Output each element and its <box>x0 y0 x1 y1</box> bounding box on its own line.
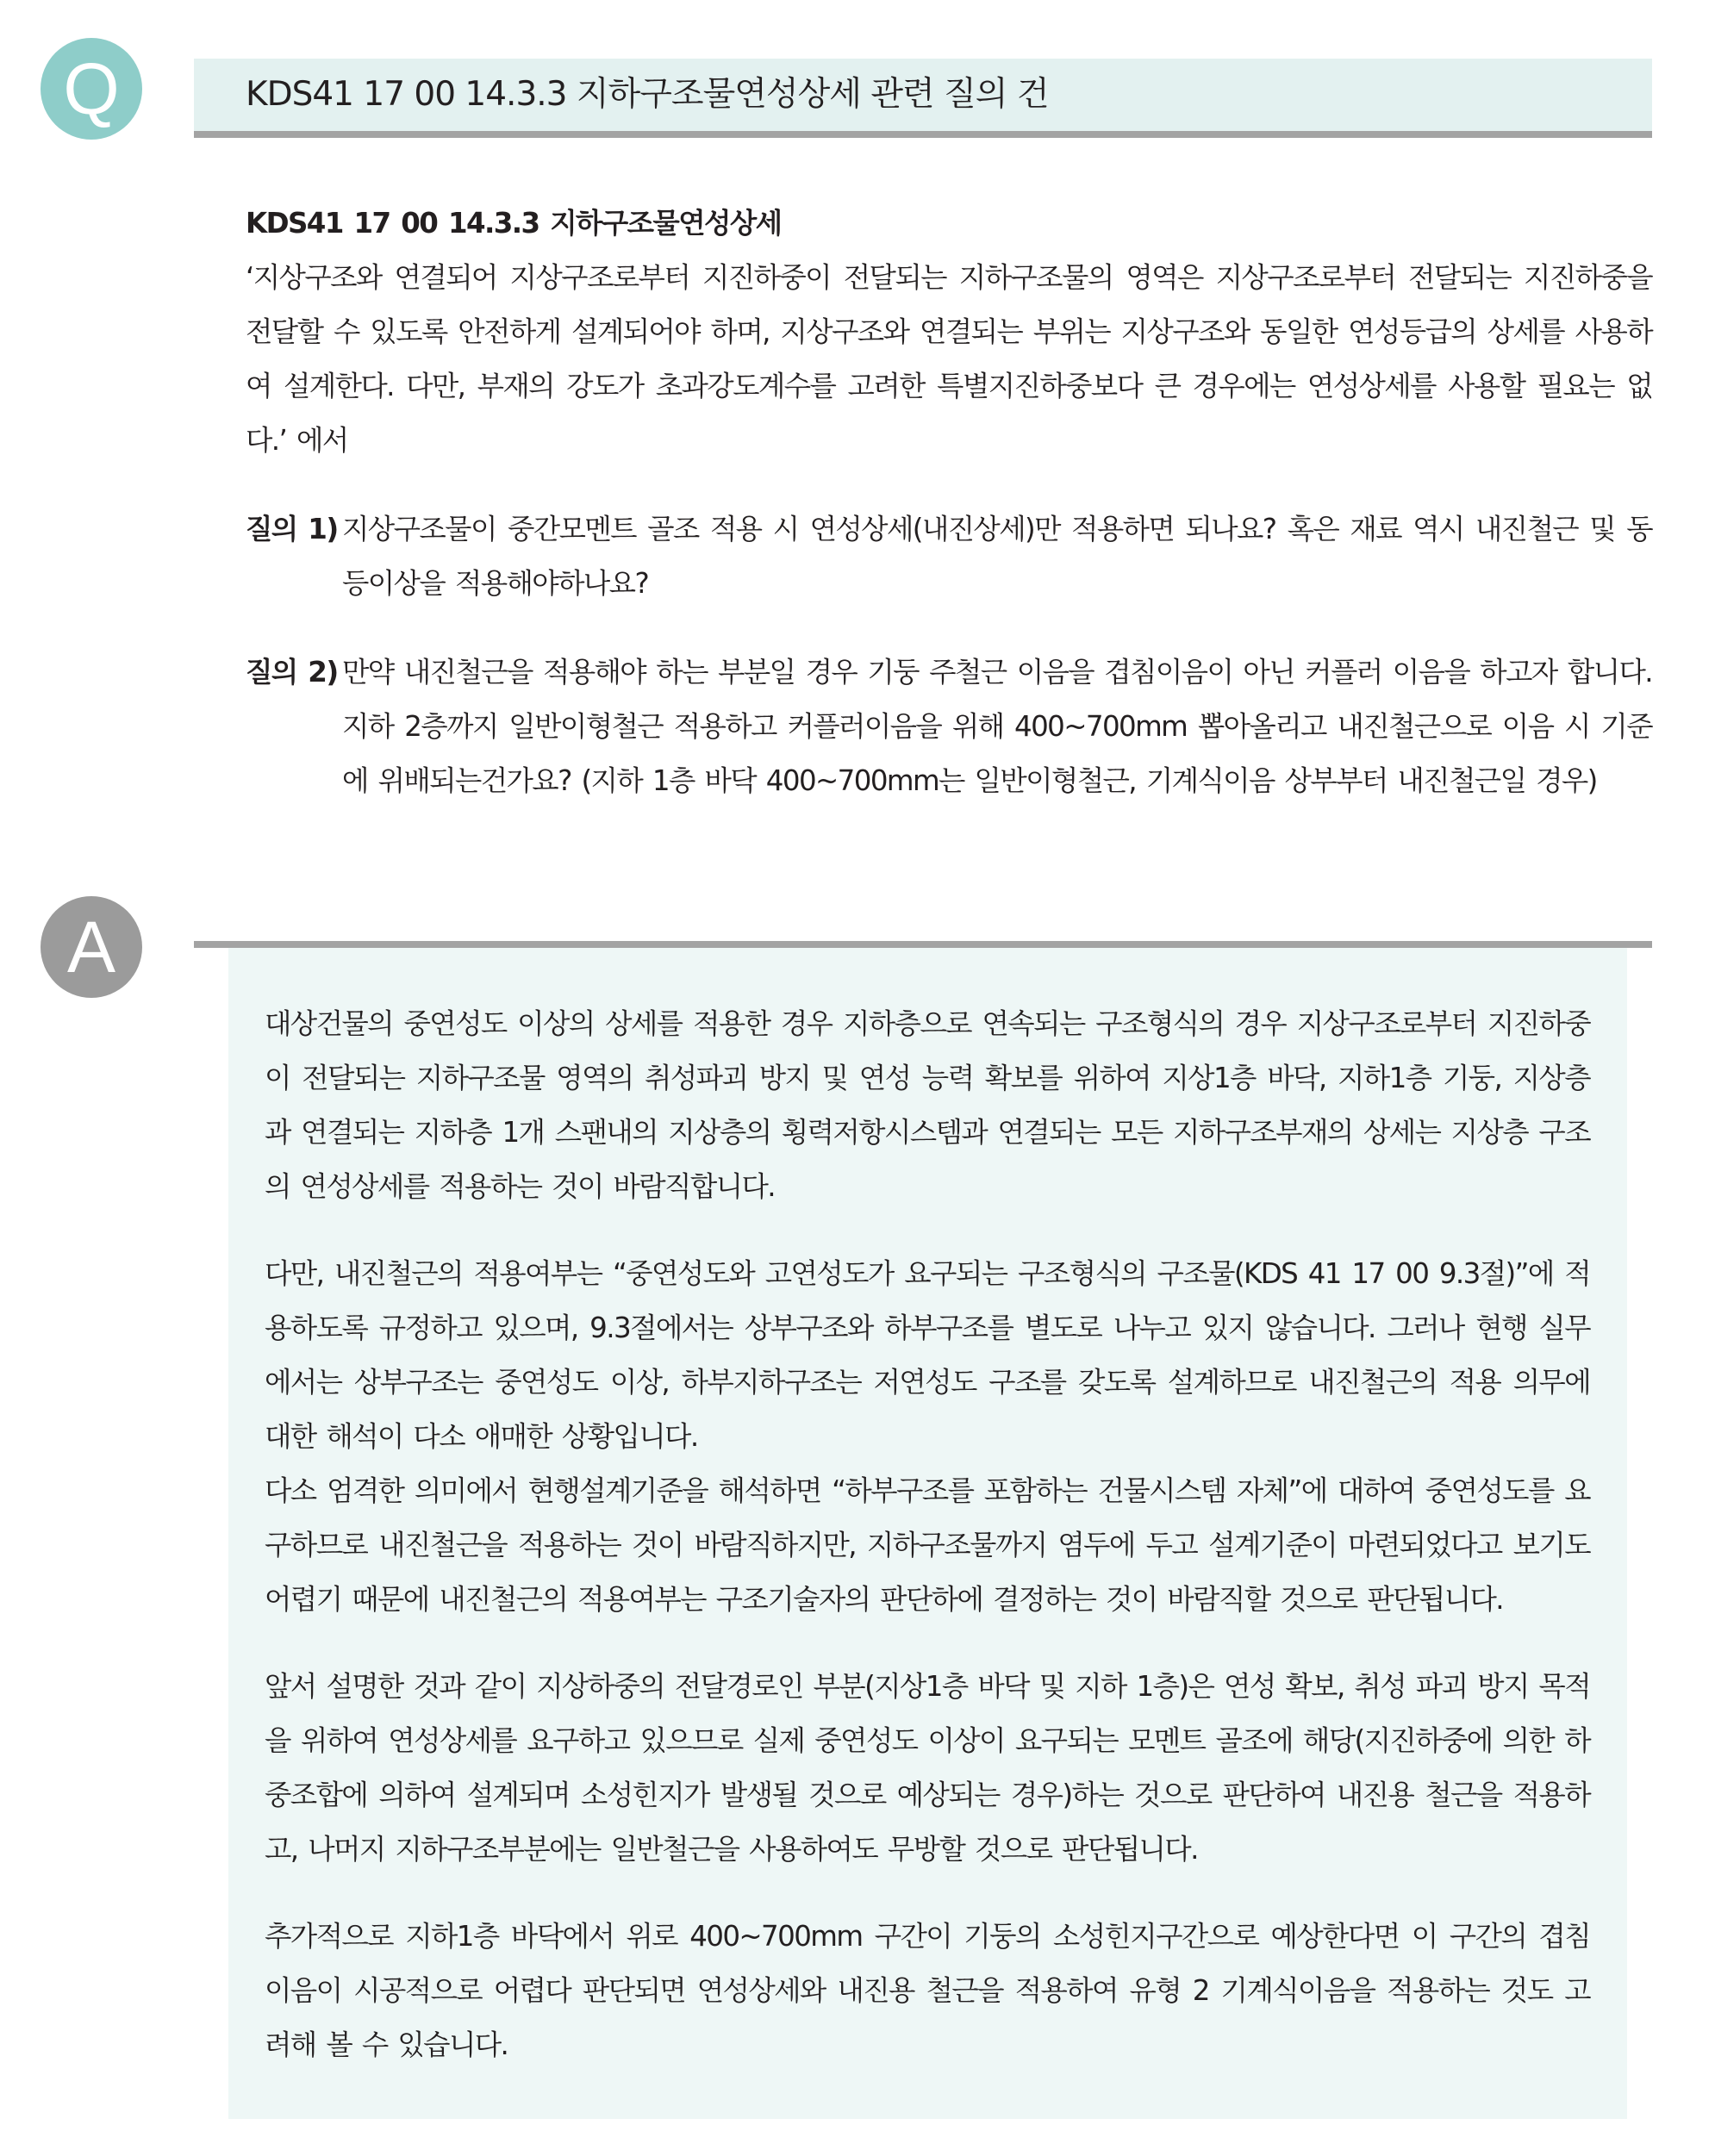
question-item-2 <box>246 645 1652 808</box>
answer-paragraph: 대상건물의 중연성도 이상의 상세를 적용한 경우 지하층으로 연속되는 구조형식의 경우 지상구조로부터 지진하중이 전달되는 지하구조물 영역의 취성파괴 방지 및 연성 능력 확보를 위하여 지상1층 바닥, 지하1층 기둥, 지상층과 연결되는 지하층 1개 스팬내의 지상층의 횡력저항시스템과 연결되는 모든 지하구조부재의 상세는 지상층 구조의 연성상세를 적용하는 것이 바람직합니다. <box>265 1007 1590 1203</box>
question-title: KDS41 17 00 14.3.3 지하구조물연성상세 관련 질의 건 <box>194 59 1652 138</box>
answer-divider <box>194 941 1652 948</box>
answer-paragraph: 앞서 설명한 것과 같이 지상하중의 전달경로인 부분(지상1층 바닥 및 지하 1층)은 연성 확보, 취성 파괴 방지 목적을 위하여 연성상세를 요구하고 있으므로 실제 중연성도 이상이 요구되는 모멘트 골조에 해당(지진하중에 의한 하중조합에 의하여 설계되며 소성힌지가 발생될 것으로 예상되는 경우)하는 것으로 판단하여 내진용 철근을 적용하고, 나머지 지하구조부분에는 일반철근을 사용하여도 무방할 것으로 판단됩니다. <box>265 1670 1590 1866</box>
question-text: 지상구조물이 중간모멘트 골조 적용 시 연성상세(내진상세)만 적용하면 되나요? 혹은 재료 역시 내진철근 및 동등이상을 적용해야하나요? <box>342 513 1652 600</box>
answer-paragraph: 다만, 내진철근의 적용여부는 “중연성도와 고연성도가 요구되는 구조형식의 구조물(KDS 41 17 00 9.3절)”에 적용하도록 규정하고 있으며, 9.3절에서는 상부구조와 하부구조를 별도로 나누고 있지 않습니다. 그러나 현행 실무에서는 상부구조는 중연성도 이상, 하부지하구조는 저연성도 구조를 갖도록 설계하므로 내진철근의 적용 의무에 대한 해석이 다소 애매한 상황입니다. <box>265 1257 1590 1453</box>
answer-paragraph: 다소 엄격한 의미에서 현행설계기준을 해석하면 “하부구조를 포함하는 건물시스템 자체”에 대하여 중연성도를 요구하므로 내진철근을 적용하는 것이 바람직하지만, 지하구조물까지 염두에 두고 설계기준이 마련되었다고 보기도 어렵기 때문에 내진철근의 적용여부는 구조기술자의 판단하에 결정하는 것이 바람직할 것으로 판단됩니다. <box>265 1474 1590 1616</box>
question-badge: Q <box>41 38 142 140</box>
answer-box <box>228 948 1627 2119</box>
question-label: 질의 1) <box>246 513 338 545</box>
question-item-1 <box>246 502 1652 611</box>
reference-text: ‘지상구조와 연결되어 지상구조로부터 지진하중이 전달되는 지하구조물의 영역은 지상구조로부터 전달되는 지진하중을 전달할 수 있도록 안전하게 설계되어야 하며, 지상구조와 연결되는 부위는 지상구조와 동일한 연성등급의 상세를 사용하여 설계한다. 다만, 부재의 강도가 초과강도계수를 고려한 특별지진하중보다 큰 경우에는 연성상세를 사용할 필요는 없다.’ 에서 <box>246 261 1652 457</box>
question-label: 질의 2) <box>246 656 338 689</box>
answer-paragraph: 추가적으로 지하1층 바닥에서 위로 400~700mm 구간이 기둥의 소성힌지구간으로 예상한다면 이 구간의 겹침이음이 시공적으로 어렵다 판단되면 연성상세와 내진용 철근을 적용하여 유형 2 기계식이음을 적용하는 것도 고려해 볼 수 있습니다. <box>265 1920 1590 2061</box>
question-body <box>246 196 1652 808</box>
answer-badge: A <box>41 896 142 998</box>
question-text: 만약 내진철근을 적용해야 하는 부분일 경우 기둥 주철근 이음을 겹침이음이 아닌 커플러 이음을 하고자 합니다. 지하 2층까지 일반이형철근 적용하고 커플러이음을 위해 400~700mm 뽑아올리고 내진철근으로 이음 시 기준에 위배되는건가요? (지하 1층 바닥 400~700mm는 일반이형철근, 기계식이음 상부부터 내진철근일 경우) <box>342 656 1652 797</box>
reference-title: KDS41 17 00 14.3.3 지하구조물연성상세 <box>246 207 782 240</box>
